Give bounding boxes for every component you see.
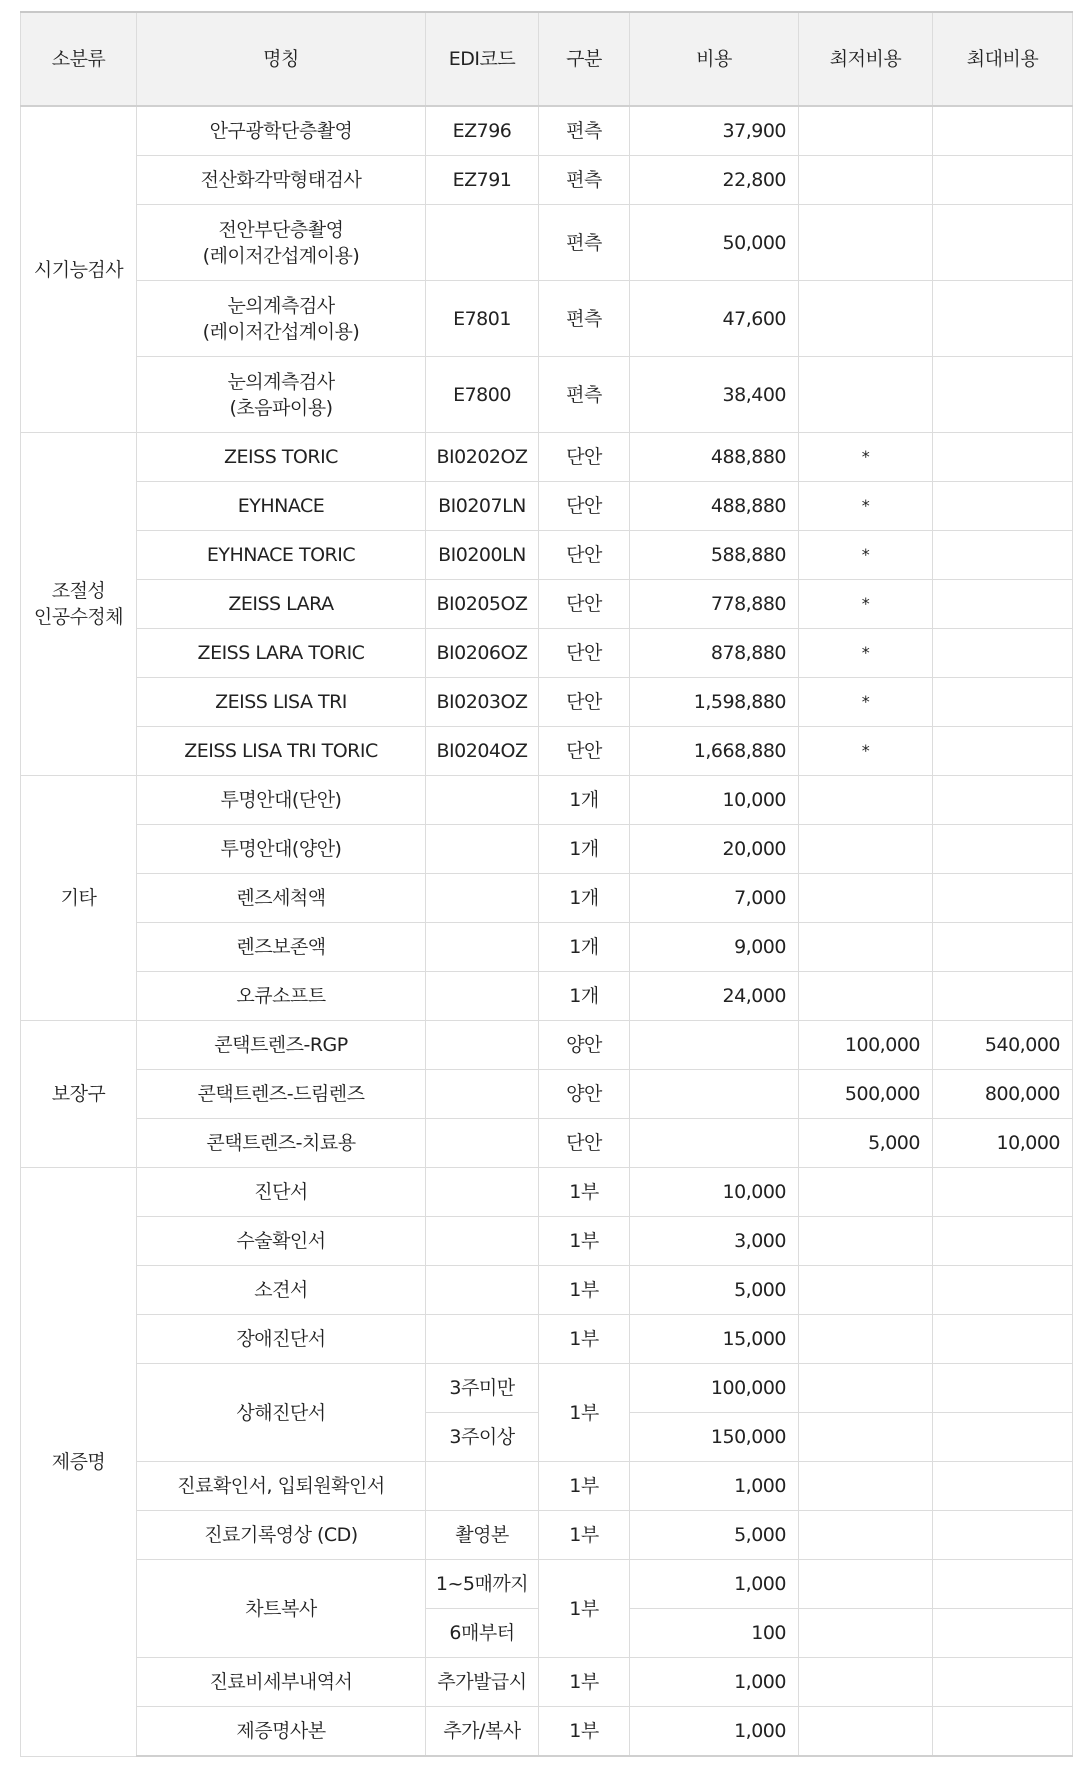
- cost-cell: 5,000: [630, 1511, 799, 1560]
- min-cost-cell: [799, 1560, 933, 1609]
- max-cost-cell: [933, 1168, 1073, 1217]
- table-row: [21, 1168, 1073, 1217]
- cost-cell: 38,400: [630, 357, 799, 433]
- item-name: 장애진단서: [137, 1315, 426, 1364]
- item-name: 소견서: [137, 1266, 426, 1315]
- min-cost-cell: [799, 1707, 933, 1757]
- edi-code: [426, 972, 539, 1021]
- edi-code: 3주이상: [426, 1413, 539, 1462]
- edi-code: [426, 1119, 539, 1168]
- item-name: 차트복사: [137, 1560, 426, 1658]
- min-cost-cell: 500,000: [799, 1070, 933, 1119]
- item-name: 진료확인서, 입퇴원확인서: [137, 1462, 426, 1511]
- category-cell: 제증명: [21, 1168, 137, 1757]
- item-name: EYHNACE TORIC: [137, 531, 426, 580]
- table-row: [21, 972, 1073, 1021]
- max-cost-cell: [933, 825, 1073, 874]
- cost-cell: 9,000: [630, 923, 799, 972]
- min-cost-cell: [799, 1462, 933, 1511]
- unit-cell: 1개: [539, 923, 630, 972]
- cost-cell: 1,000: [630, 1707, 799, 1757]
- edi-code: [426, 874, 539, 923]
- cost-cell: 1,000: [630, 1462, 799, 1511]
- table-row: [21, 874, 1073, 923]
- unit-cell: 1개: [539, 874, 630, 923]
- edi-code: 1~5매까지: [426, 1560, 539, 1609]
- table-row: [21, 776, 1073, 825]
- unit-cell: 단안: [539, 629, 630, 678]
- edi-code: [426, 1070, 539, 1119]
- max-cost-cell: [933, 972, 1073, 1021]
- max-cost-cell: [933, 629, 1073, 678]
- min-cost-cell: [799, 1609, 933, 1658]
- max-cost-cell: [933, 580, 1073, 629]
- header-edi-code: EDI코드: [426, 12, 539, 106]
- max-cost-cell: [933, 1217, 1073, 1266]
- max-cost-cell: [933, 1511, 1073, 1560]
- min-cost-cell: *: [799, 433, 933, 482]
- edi-code: BI0207LN: [426, 482, 539, 531]
- edi-code: 추가발급시: [426, 1658, 539, 1707]
- cost-cell: 488,880: [630, 433, 799, 482]
- fee-table-wrapper: [20, 11, 1073, 1757]
- item-name: 눈의계측검사 (레이저간섭계이용): [137, 281, 426, 357]
- edi-code: BI0204OZ: [426, 727, 539, 776]
- edi-code: BI0205OZ: [426, 580, 539, 629]
- header-min-cost: 최저비용: [799, 12, 933, 106]
- max-cost-cell: 10,000: [933, 1119, 1073, 1168]
- unit-cell: 1부: [539, 1560, 630, 1658]
- item-name: 렌즈보존액: [137, 923, 426, 972]
- item-name: 투명안대(단안): [137, 776, 426, 825]
- unit-cell: 편측: [539, 357, 630, 433]
- table-row: [21, 156, 1073, 205]
- table-row: [21, 580, 1073, 629]
- unit-cell: 단안: [539, 433, 630, 482]
- header-category: 소분류: [21, 12, 137, 106]
- max-cost-cell: [933, 776, 1073, 825]
- min-cost-cell: [799, 205, 933, 281]
- table-row: [21, 205, 1073, 281]
- header-max-cost: 최대비용: [933, 12, 1073, 106]
- item-name: 콘택트렌즈-치료용: [137, 1119, 426, 1168]
- max-cost-cell: [933, 357, 1073, 433]
- table-row: [21, 1511, 1073, 1560]
- table-row: [21, 1217, 1073, 1266]
- unit-cell: 1부: [539, 1658, 630, 1707]
- unit-cell: 편측: [539, 156, 630, 205]
- item-name: 수술확인서: [137, 1217, 426, 1266]
- item-name: 콘택트렌즈-드림렌즈: [137, 1070, 426, 1119]
- unit-cell: 1부: [539, 1462, 630, 1511]
- min-cost-cell: [799, 1658, 933, 1707]
- cost-cell: 100: [630, 1609, 799, 1658]
- edi-code: EZ791: [426, 156, 539, 205]
- max-cost-cell: [933, 1609, 1073, 1658]
- unit-cell: 1개: [539, 776, 630, 825]
- item-name: 렌즈세척액: [137, 874, 426, 923]
- item-name: 전안부단층촬영 (레이저간섭계이용): [137, 205, 426, 281]
- max-cost-cell: [933, 1364, 1073, 1413]
- unit-cell: 1부: [539, 1217, 630, 1266]
- table-row: [21, 1021, 1073, 1070]
- max-cost-cell: [933, 1266, 1073, 1315]
- min-cost-cell: 5,000: [799, 1119, 933, 1168]
- max-cost-cell: [933, 531, 1073, 580]
- unit-cell: 1개: [539, 972, 630, 1021]
- max-cost-cell: [933, 1707, 1073, 1757]
- min-cost-cell: [799, 1413, 933, 1462]
- header-name: 명칭: [137, 12, 426, 106]
- unit-cell: 단안: [539, 727, 630, 776]
- edi-code: [426, 1168, 539, 1217]
- item-name: 안구광학단층촬영: [137, 106, 426, 156]
- table-row: [21, 106, 1073, 156]
- item-name: 진료기록영상 (CD): [137, 1511, 426, 1560]
- max-cost-cell: [933, 923, 1073, 972]
- item-name: ZEISS LISA TRI: [137, 678, 426, 727]
- unit-cell: 1개: [539, 825, 630, 874]
- edi-code: E7801: [426, 281, 539, 357]
- unit-cell: 1부: [539, 1315, 630, 1364]
- cost-cell: 588,880: [630, 531, 799, 580]
- max-cost-cell: 540,000: [933, 1021, 1073, 1070]
- cost-cell: 1,000: [630, 1560, 799, 1609]
- header-cost: 비용: [630, 12, 799, 106]
- edi-code: BI0200LN: [426, 531, 539, 580]
- cost-cell: 778,880: [630, 580, 799, 629]
- table-row: [21, 825, 1073, 874]
- table-row: [21, 531, 1073, 580]
- table-row: [21, 1070, 1073, 1119]
- edi-code: [426, 923, 539, 972]
- cost-cell: 100,000: [630, 1364, 799, 1413]
- cost-cell: 1,668,880: [630, 727, 799, 776]
- table-row: [21, 281, 1073, 357]
- min-cost-cell: 100,000: [799, 1021, 933, 1070]
- unit-cell: 1부: [539, 1168, 630, 1217]
- item-name: 눈의계측검사 (초음파이용): [137, 357, 426, 433]
- edi-code: 6매부터: [426, 1609, 539, 1658]
- min-cost-cell: [799, 106, 933, 156]
- unit-cell: 양안: [539, 1021, 630, 1070]
- item-name: 진단서: [137, 1168, 426, 1217]
- table-row: [21, 482, 1073, 531]
- min-cost-cell: *: [799, 531, 933, 580]
- min-cost-cell: [799, 357, 933, 433]
- max-cost-cell: [933, 156, 1073, 205]
- category-cell: 기타: [21, 776, 137, 1021]
- edi-code: [426, 1266, 539, 1315]
- category-cell: 시기능검사: [21, 106, 137, 433]
- unit-cell: 양안: [539, 1070, 630, 1119]
- cost-cell: [630, 1021, 799, 1070]
- unit-cell: 편측: [539, 281, 630, 357]
- max-cost-cell: 800,000: [933, 1070, 1073, 1119]
- min-cost-cell: [799, 281, 933, 357]
- cost-cell: 3,000: [630, 1217, 799, 1266]
- item-name: ZEISS TORIC: [137, 433, 426, 482]
- cost-cell: 50,000: [630, 205, 799, 281]
- unit-cell: 단안: [539, 1119, 630, 1168]
- cost-cell: 22,800: [630, 156, 799, 205]
- item-name: 콘택트렌즈-RGP: [137, 1021, 426, 1070]
- unit-cell: 단안: [539, 531, 630, 580]
- max-cost-cell: [933, 727, 1073, 776]
- cost-cell: 1,598,880: [630, 678, 799, 727]
- item-name: ZEISS LISA TRI TORIC: [137, 727, 426, 776]
- max-cost-cell: [933, 281, 1073, 357]
- header-row: [21, 12, 1073, 106]
- max-cost-cell: [933, 482, 1073, 531]
- table-row: [21, 1658, 1073, 1707]
- unit-cell: 1부: [539, 1364, 630, 1462]
- fee-table: [20, 11, 1073, 1757]
- edi-code: [426, 1021, 539, 1070]
- table-row: [21, 1462, 1073, 1511]
- max-cost-cell: [933, 1560, 1073, 1609]
- cost-cell: 5,000: [630, 1266, 799, 1315]
- edi-code: [426, 776, 539, 825]
- edi-code: [426, 205, 539, 281]
- edi-code: 촬영본: [426, 1511, 539, 1560]
- cost-cell: 47,600: [630, 281, 799, 357]
- max-cost-cell: [933, 678, 1073, 727]
- item-name: 전산화각막형태검사: [137, 156, 426, 205]
- min-cost-cell: [799, 972, 933, 1021]
- table-row: [21, 1707, 1073, 1757]
- min-cost-cell: *: [799, 727, 933, 776]
- edi-code: [426, 825, 539, 874]
- edi-code: [426, 1217, 539, 1266]
- item-name: 제증명사본: [137, 1707, 426, 1757]
- cost-cell: 150,000: [630, 1413, 799, 1462]
- max-cost-cell: [933, 1658, 1073, 1707]
- header-unit: 구분: [539, 12, 630, 106]
- max-cost-cell: [933, 874, 1073, 923]
- item-name: 투명안대(양안): [137, 825, 426, 874]
- unit-cell: 편측: [539, 106, 630, 156]
- edi-code: 추가/복사: [426, 1707, 539, 1757]
- unit-cell: 단안: [539, 580, 630, 629]
- cost-cell: 24,000: [630, 972, 799, 1021]
- min-cost-cell: [799, 156, 933, 205]
- edi-code: BI0203OZ: [426, 678, 539, 727]
- item-name: 진료비세부내역서: [137, 1658, 426, 1707]
- table-row: [21, 433, 1073, 482]
- edi-code: BI0202OZ: [426, 433, 539, 482]
- item-name: 오큐소프트: [137, 972, 426, 1021]
- min-cost-cell: *: [799, 580, 933, 629]
- min-cost-cell: [799, 1266, 933, 1315]
- category-cell: 조절성 인공수정체: [21, 433, 137, 776]
- edi-code: [426, 1315, 539, 1364]
- min-cost-cell: *: [799, 482, 933, 531]
- cost-cell: 1,000: [630, 1658, 799, 1707]
- item-name: ZEISS LARA TORIC: [137, 629, 426, 678]
- edi-code: E7800: [426, 357, 539, 433]
- table-row: [21, 1315, 1073, 1364]
- table-row: [21, 1266, 1073, 1315]
- table-row: [21, 357, 1073, 433]
- cost-cell: 20,000: [630, 825, 799, 874]
- min-cost-cell: [799, 776, 933, 825]
- max-cost-cell: [933, 106, 1073, 156]
- cost-cell: 15,000: [630, 1315, 799, 1364]
- min-cost-cell: [799, 874, 933, 923]
- max-cost-cell: [933, 1315, 1073, 1364]
- table-row: [21, 1364, 1073, 1413]
- min-cost-cell: [799, 1364, 933, 1413]
- edi-code: 3주미만: [426, 1364, 539, 1413]
- edi-code: [426, 1462, 539, 1511]
- item-name: EYHNACE: [137, 482, 426, 531]
- min-cost-cell: [799, 1217, 933, 1266]
- min-cost-cell: [799, 825, 933, 874]
- unit-cell: 1부: [539, 1511, 630, 1560]
- table-row: [21, 1119, 1073, 1168]
- table-row: [21, 678, 1073, 727]
- min-cost-cell: [799, 923, 933, 972]
- max-cost-cell: [933, 433, 1073, 482]
- item-name: 상해진단서: [137, 1364, 426, 1462]
- unit-cell: 1부: [539, 1707, 630, 1757]
- cost-cell: 488,880: [630, 482, 799, 531]
- min-cost-cell: *: [799, 678, 933, 727]
- unit-cell: 편측: [539, 205, 630, 281]
- edi-code: EZ796: [426, 106, 539, 156]
- max-cost-cell: [933, 1413, 1073, 1462]
- table-row: [21, 629, 1073, 678]
- cost-cell: 10,000: [630, 1168, 799, 1217]
- min-cost-cell: [799, 1168, 933, 1217]
- max-cost-cell: [933, 1462, 1073, 1511]
- min-cost-cell: [799, 1511, 933, 1560]
- table-row: [21, 727, 1073, 776]
- table-row: [21, 923, 1073, 972]
- item-name: ZEISS LARA: [137, 580, 426, 629]
- category-cell: 보장구: [21, 1021, 137, 1168]
- min-cost-cell: [799, 1315, 933, 1364]
- cost-cell: [630, 1119, 799, 1168]
- max-cost-cell: [933, 205, 1073, 281]
- cost-cell: 878,880: [630, 629, 799, 678]
- cost-cell: 10,000: [630, 776, 799, 825]
- edi-code: BI0206OZ: [426, 629, 539, 678]
- unit-cell: 단안: [539, 678, 630, 727]
- cost-cell: 37,900: [630, 106, 799, 156]
- unit-cell: 1부: [539, 1266, 630, 1315]
- table-row: [21, 1560, 1073, 1609]
- min-cost-cell: *: [799, 629, 933, 678]
- cost-cell: 7,000: [630, 874, 799, 923]
- unit-cell: 단안: [539, 482, 630, 531]
- cost-cell: [630, 1070, 799, 1119]
